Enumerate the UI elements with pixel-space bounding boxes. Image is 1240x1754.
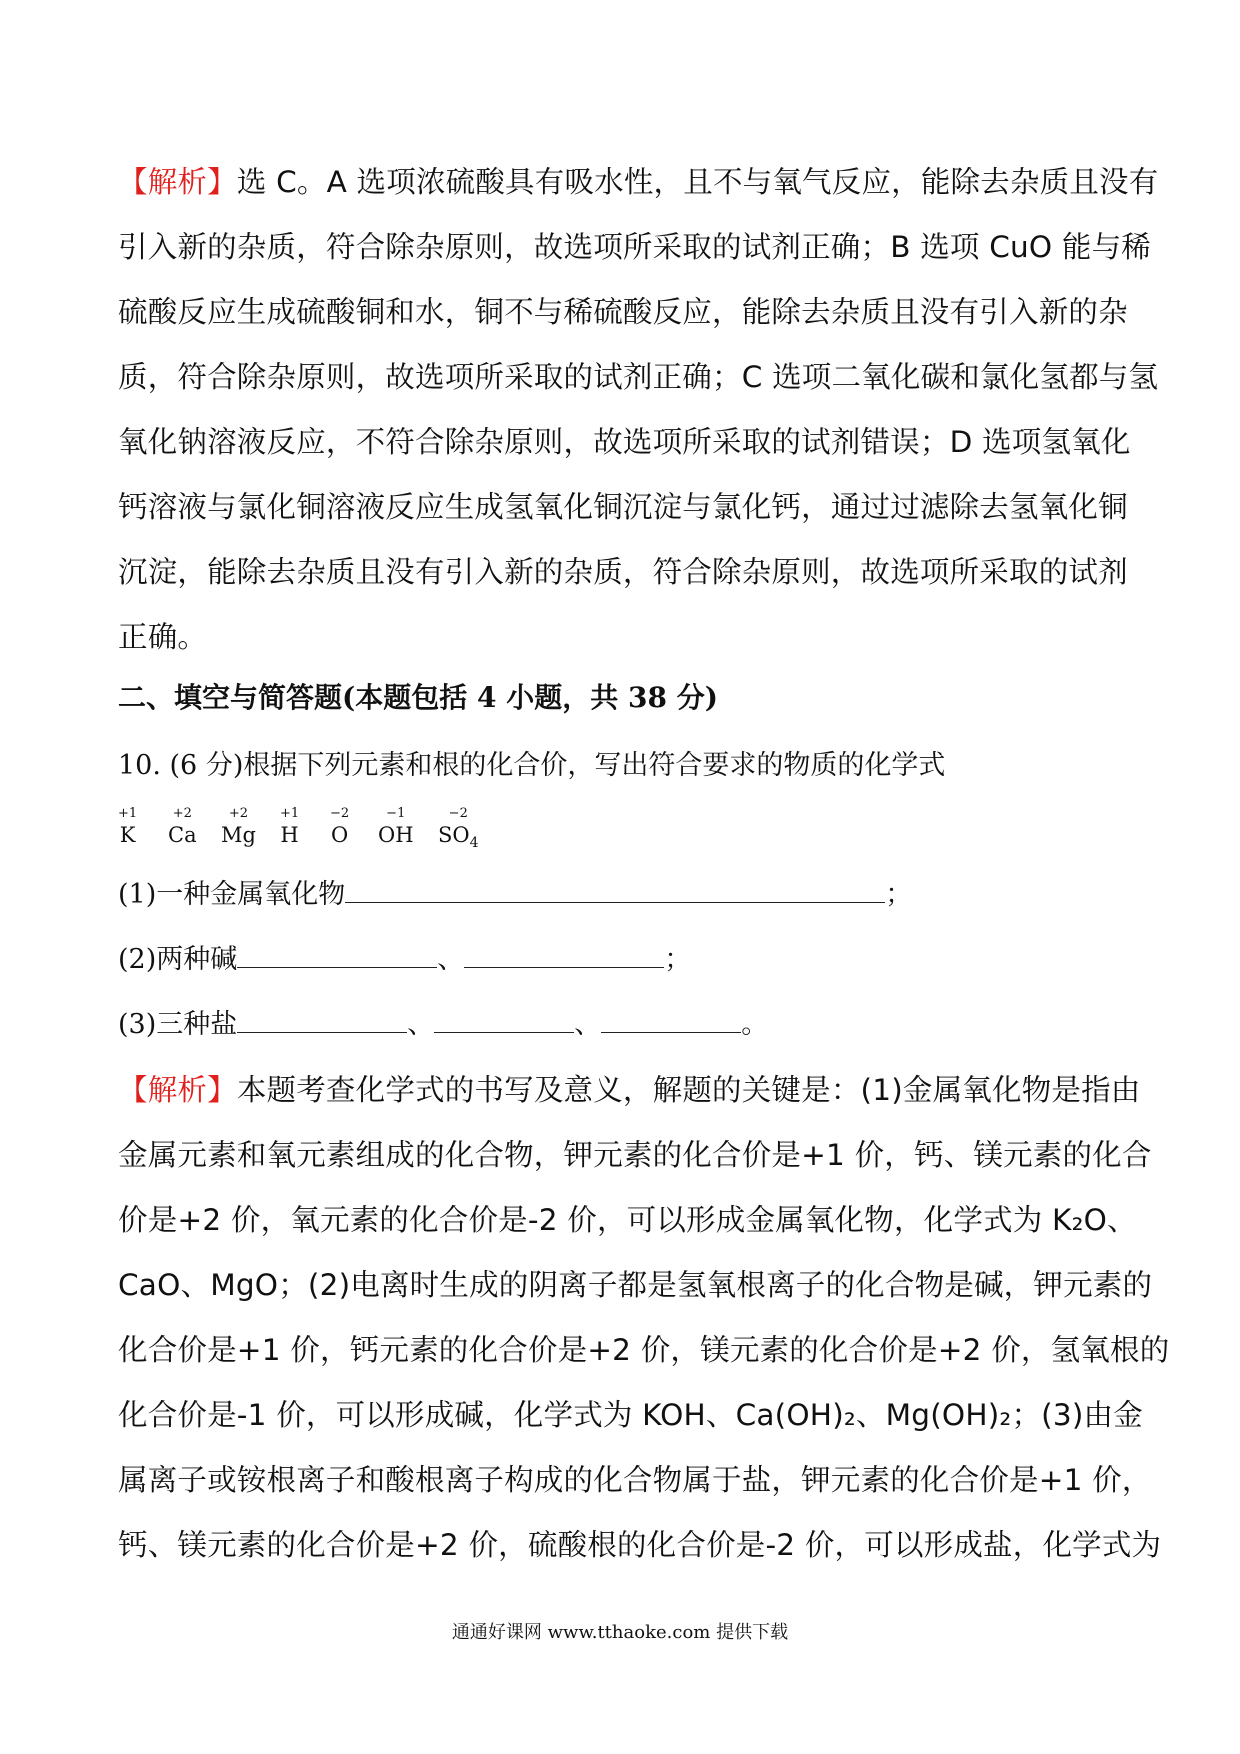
valence-item	[221, 806, 256, 848]
valence-value: +2	[172, 806, 192, 821]
valence-value: −1	[386, 806, 406, 821]
answer-blank[interactable]	[237, 1006, 407, 1033]
item-separator: 、	[407, 1009, 435, 1040]
radical-symbol: SO	[438, 823, 470, 847]
analysis-line: 钙、镁元素的化合价是+2 价，硫酸根的化合价是-2 价，可以形成盐，化学式为	[118, 1528, 1162, 1562]
analysis-line	[118, 150, 1159, 215]
item-label: (1)一种金属氧化物	[118, 879, 346, 910]
analysis-line: 化合价是+1 价，钙元素的化合价是+2 价，镁元素的化合价是+2 价，氢氧根的	[118, 1333, 1170, 1367]
analysis-tag: 【解析】	[118, 1073, 237, 1107]
question-10-title: 10. (6 分)根据下列元素和根的化合价，写出符合要求的物质的化学式	[118, 750, 946, 781]
analysis-line: 氧化钠溶液反应，不符合除杂原则，故选项所采取的试剂错误；D 选项氢氧化	[118, 425, 1131, 459]
analysis-line: 硫酸反应生成硫酸铜和水，铜不与稀硫酸反应，能除去杂质且没有引入新的杂	[118, 295, 1128, 329]
analysis-paragraph-1	[118, 150, 1159, 670]
analysis-line: 价是+2 价，氧元素的化合价是-2 价，可以形成金属氧化物，化学式为 K₂O、	[118, 1203, 1137, 1237]
answer-blank[interactable]	[345, 876, 885, 903]
valence-value: +1	[118, 806, 138, 821]
analysis-line: CaO、MgO；(2)电离时生成的阴离子都是氢氧根离子的化合物是碱，钾元素的	[118, 1268, 1153, 1302]
item-label: (3)三种盐	[118, 1009, 238, 1040]
analysis-line: 属离子或铵根离子和酸根离子构成的化合物属于盐，钾元素的化合价是+1 价，	[118, 1463, 1152, 1497]
valence-item	[330, 806, 349, 848]
valence-value: −2	[448, 806, 468, 821]
subscript: 4	[469, 835, 479, 852]
valence-item	[438, 806, 479, 856]
element-symbol: O	[330, 823, 349, 847]
question-10-item-2	[118, 937, 691, 976]
analysis-line: 化合价是-1 价，可以形成碱，化学式为 KOH、Ca(OH)₂、Mg(OH)₂；(3)由金	[118, 1398, 1143, 1432]
item-end: 。	[741, 1009, 769, 1040]
item-label: (2)两种碱	[118, 944, 238, 975]
item-end: ；	[885, 879, 913, 910]
item-separator: 、	[574, 1009, 602, 1040]
answer-blank[interactable]	[601, 1006, 741, 1033]
item-separator: 、	[437, 944, 465, 975]
analysis-text: 本题考查化学式的书写及意义，解题的关键是：(1)金属氧化物是指由	[236, 1073, 1141, 1107]
analysis-text: 选 C。A 选项浓硫酸具有吸水性，且不与氧气反应，能除去杂质且没有	[236, 165, 1159, 199]
element-symbol: H	[280, 823, 299, 847]
analysis-line: 质，符合除杂原则，故选项所采取的试剂正确；C 选项二氧化碳和氯化氢都与氢	[118, 360, 1159, 394]
element-symbol: OH	[378, 823, 414, 847]
question-10-item-1	[118, 872, 912, 911]
element-symbol: Ca	[168, 823, 197, 847]
element-symbol: K	[119, 823, 136, 847]
valence-item	[280, 806, 299, 848]
analysis-line: 正确。	[118, 620, 208, 654]
valence-item	[118, 806, 137, 848]
analysis-paragraph-2	[118, 1058, 1170, 1578]
question-10-item-3	[118, 1002, 768, 1041]
valence-item	[378, 806, 414, 848]
analysis-line: 沉淀，能除去杂质且没有引入新的杂质，符合除杂原则，故选项所采取的试剂	[118, 555, 1128, 589]
analysis-tag: 【解析】	[118, 165, 237, 199]
answer-blank[interactable]	[237, 941, 437, 968]
analysis-line	[118, 1058, 1141, 1123]
valence-value: +2	[228, 806, 249, 821]
analysis-line: 金属元素和氧元素组成的化合物，钾元素的化合价是+1 价，钙、镁元素的化合	[118, 1138, 1152, 1172]
element-symbol: Mg	[221, 823, 256, 847]
analysis-line: 引入新的杂质，符合除杂原则，故选项所采取的试剂正确；B 选项 CuO 能与稀	[118, 230, 1151, 264]
section-title: 二、填空与简答题(本题包括 4 小题，共 38 分)	[118, 681, 718, 714]
valence-value: −2	[330, 806, 350, 821]
answer-blank[interactable]	[434, 1006, 574, 1033]
answer-blank[interactable]	[464, 941, 664, 968]
valence-value: +1	[280, 806, 300, 821]
element-symbol	[438, 822, 479, 856]
valence-item	[168, 806, 197, 848]
item-end: ；	[664, 944, 692, 975]
page-footer: 通通好课网 www.tthaoke.com 提供下载	[451, 1622, 789, 1643]
analysis-line: 钙溶液与氯化铜溶液反应生成氢氧化铜沉淀与氯化钙，通过过滤除去氢氧化铜	[118, 490, 1128, 524]
